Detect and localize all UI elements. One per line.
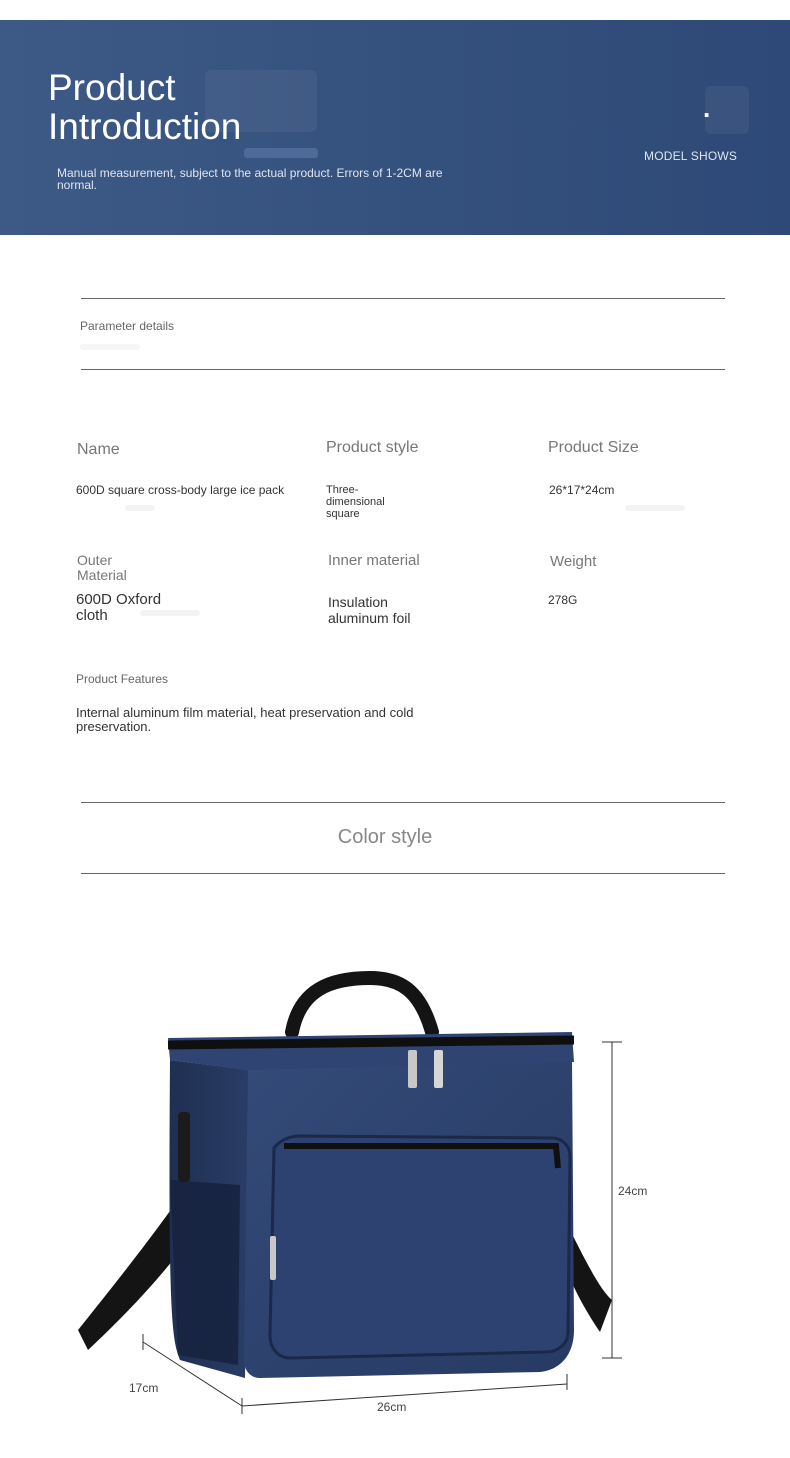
front-pocket bbox=[270, 1136, 570, 1358]
lid-zipper bbox=[168, 1040, 574, 1045]
mesh-pocket bbox=[170, 1180, 240, 1365]
product-style-label: Product style bbox=[326, 439, 419, 456]
parameter-watermark bbox=[80, 344, 140, 350]
product-features-text: Internal aluminum film material, heat preservation and cold preservation. bbox=[76, 705, 414, 734]
color-style-title: Color style bbox=[337, 826, 433, 848]
banner-watermark-right bbox=[705, 86, 749, 134]
watermark-c bbox=[140, 610, 200, 616]
banner-title bbox=[48, 68, 241, 146]
handle bbox=[292, 978, 432, 1032]
model-shows-label: MODEL SHOWS bbox=[644, 149, 738, 163]
watermark-b bbox=[625, 505, 685, 511]
banner-subtitle: Manual measurement, subject to the actual product. Errors of 1-2CM are normal. bbox=[57, 166, 443, 192]
outer-material-value: 600D Oxford cloth bbox=[76, 591, 162, 624]
banner-title-line2: Introduction bbox=[48, 106, 242, 147]
intro-banner bbox=[0, 20, 790, 235]
width-dimension: 26cm bbox=[377, 1400, 407, 1414]
name-label: Name bbox=[77, 441, 120, 458]
divider-bottom bbox=[81, 369, 725, 370]
color-divider-top bbox=[81, 802, 725, 803]
product-style-value: Three-dimensional square bbox=[326, 484, 385, 520]
banner-title-line1: Product bbox=[48, 67, 176, 108]
name-value: 600D square cross-body large ice pack bbox=[76, 483, 285, 497]
weight-label: Weight bbox=[550, 553, 597, 570]
depth-dimension: 17cm bbox=[129, 1381, 159, 1395]
height-dimension: 24cm bbox=[618, 1184, 648, 1198]
pocket-zipper-pull bbox=[270, 1236, 276, 1280]
product-size-label: Product Size bbox=[548, 439, 639, 456]
bag-illustration bbox=[0, 960, 790, 1430]
outer-material-label: Outer Material bbox=[77, 552, 127, 583]
inner-material-value: Insulation aluminum foil bbox=[328, 594, 411, 626]
weight-value: 278G bbox=[548, 593, 578, 607]
zipper-pull-2 bbox=[434, 1050, 443, 1088]
product-size-value: 26*17*24cm bbox=[549, 483, 615, 497]
parameter-details-label: Parameter details bbox=[80, 319, 175, 333]
watermark-a bbox=[125, 505, 155, 511]
banner-accent-bar bbox=[244, 148, 318, 158]
inner-material-label: Inner material bbox=[328, 552, 420, 569]
color-divider-bottom bbox=[81, 873, 725, 874]
product-features-label: Product Features bbox=[76, 672, 169, 686]
strap-clip bbox=[178, 1112, 190, 1182]
banner-dot: . bbox=[703, 93, 711, 123]
zipper-pull-1 bbox=[408, 1050, 417, 1088]
divider-top bbox=[81, 298, 725, 299]
